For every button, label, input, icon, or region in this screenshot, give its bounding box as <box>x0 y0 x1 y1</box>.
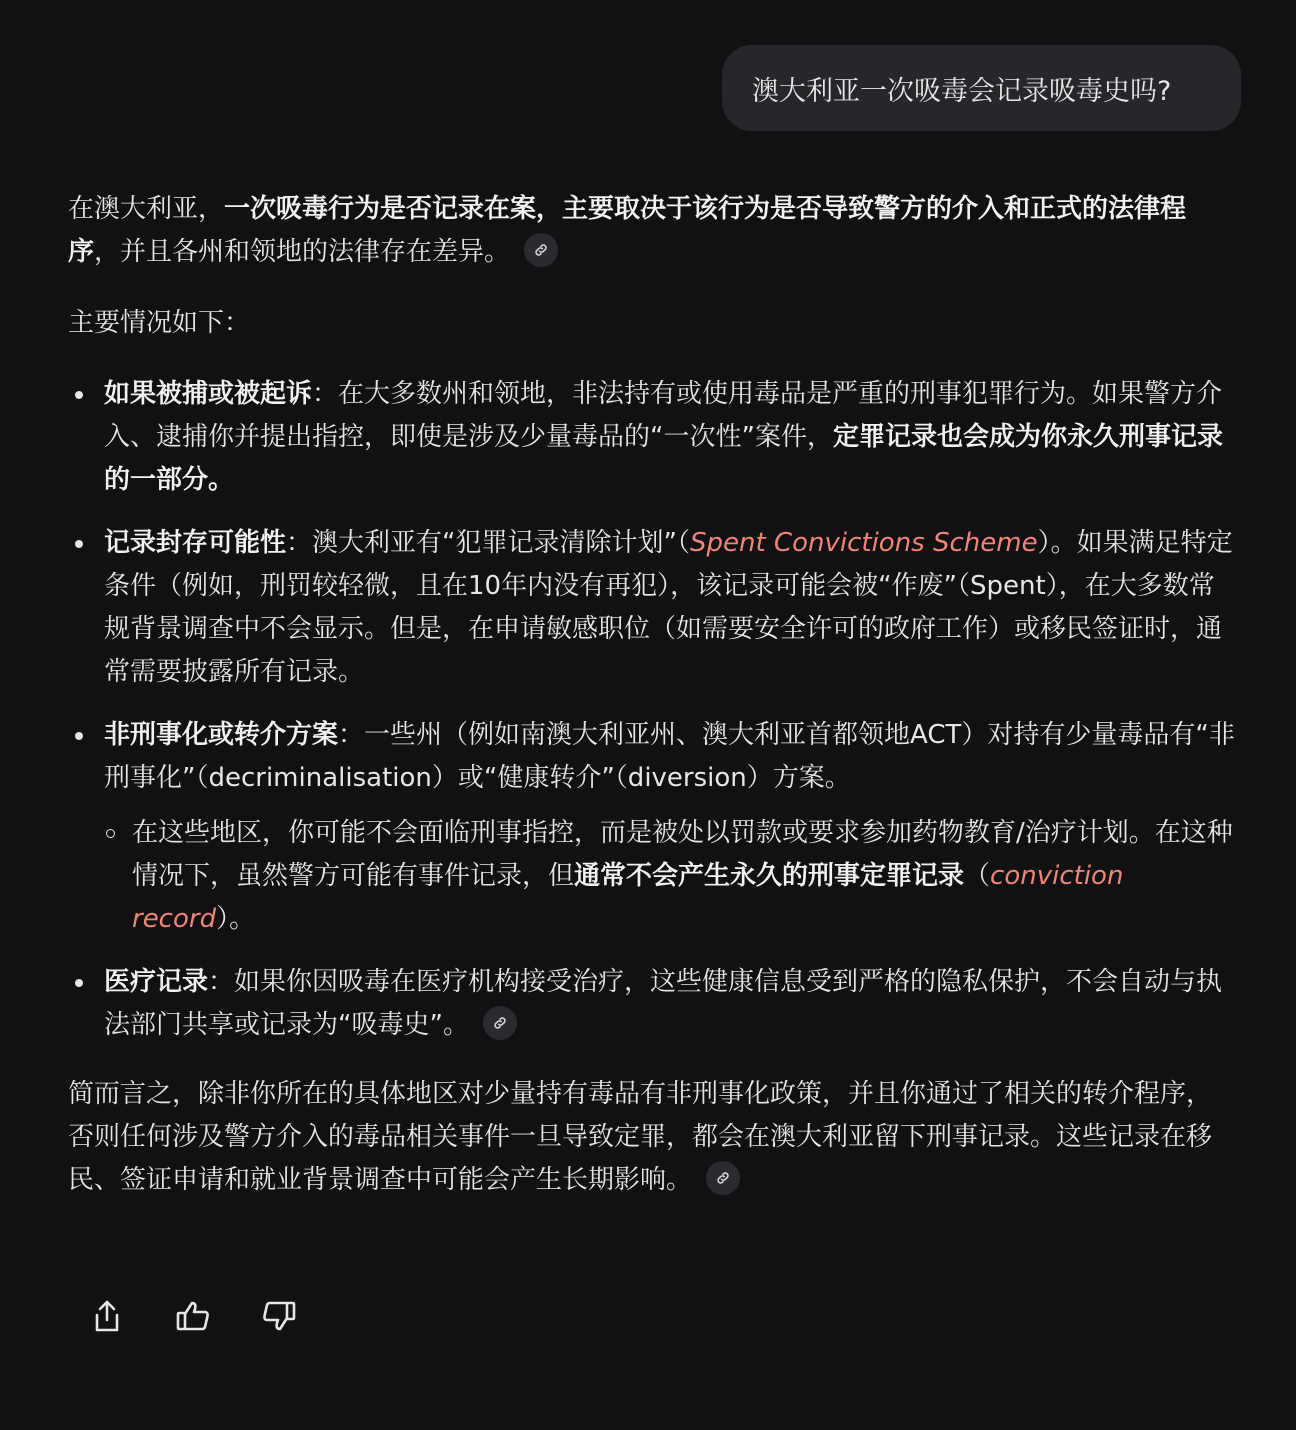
list-item <box>104 522 1236 694</box>
user-message-bubble <box>722 45 1241 131</box>
user-message-text: 澳大利亚一次吸毒会记录吸毒史吗? <box>752 75 1172 107</box>
sub-text: 在这些地区，你可能不会面临刑事指控，而是被处以罚款或要求参加药物教育/治疗计划。在这种情况下，虽然警方可能有事件记录，但 <box>132 818 1233 891</box>
separator: ： <box>338 720 365 750</box>
intro-bold: 一次吸毒行为是否记录在案，主要取决于该行为是否导致警方的介入和正式的法律程序 <box>68 194 1187 267</box>
bullet-text: 澳大利亚有“犯罪记录清除计划”（ <box>312 528 690 558</box>
message-actions <box>86 1295 300 1337</box>
share-icon <box>91 1298 123 1334</box>
sub-bold: 通常不会产生永久的刑事定罪记录 <box>574 861 965 891</box>
subheading: 主要情况如下： <box>68 308 251 338</box>
bullet-list <box>68 373 1236 1047</box>
bullet-text: 一些州（例如南澳大利亚州、澳大利亚首都领地ACT）对持有少量毒品有“非刑事化”（decriminalisation）或“健康转介”（diversion）方案。 <box>104 720 1235 793</box>
assistant-answer <box>68 188 1236 1202</box>
list-item <box>104 714 1236 941</box>
bullet-title: 非刑事化或转介方案 <box>104 720 339 750</box>
thumbs-down-button[interactable] <box>258 1295 300 1337</box>
term-highlight: conviction record <box>132 861 1124 934</box>
bullet-title: 记录封存可能性 <box>104 528 287 558</box>
bullet-text: 在大多数州和领地，非法持有或使用毒品是严重的刑事犯罪行为。如果警方介入、逮捕你并提出指控，即使是涉及少量毒品的“一次性”案件， <box>104 379 1223 452</box>
separator: ： <box>208 967 235 997</box>
separator: ： <box>312 379 339 409</box>
link-icon[interactable] <box>706 1161 740 1195</box>
thumbs-down-icon <box>261 1299 297 1333</box>
share-button[interactable] <box>86 1295 128 1337</box>
bullet-text: ）。如果满足特定条件（例如，刑罚较轻微，且在10年内没有再犯），该记录可能会被“作废”（Spent），在大多数常规背景调查中不会显示。但是，在申请敏感职位（如需要安全许可的政府工作）或移民签证时，通常需要披露所有记录。 <box>104 528 1233 687</box>
thumbs-up-button[interactable] <box>172 1295 214 1337</box>
term-highlight: Spent Convictions Scheme <box>689 528 1038 558</box>
bullet-bold: 定罪记录也会成为你永久刑事记录的一部分。 <box>104 422 1223 495</box>
bullet-title: 医疗记录 <box>104 967 209 997</box>
intro-paragraph <box>68 188 1236 274</box>
sub-text: ）。 <box>216 904 256 934</box>
sub-list-item <box>132 812 1236 941</box>
list-item <box>104 961 1236 1047</box>
summary-paragraph <box>68 1073 1236 1202</box>
intro-text: 在澳大利亚， <box>68 194 225 224</box>
sub-text: （ <box>964 861 991 891</box>
bullet-title: 如果被捕或被起诉 <box>104 379 313 409</box>
intro-text-end: ，并且各州和领地的法律存在差异。 <box>94 237 511 267</box>
thumbs-up-icon <box>175 1299 211 1333</box>
sub-list <box>104 812 1236 941</box>
bullet-text: 如果你因吸毒在医疗机构接受治疗，这些健康信息受到严格的隐私保护，不会自动与执法部门共享或记录为“吸毒史”。 <box>104 967 1223 1040</box>
list-item <box>104 373 1236 502</box>
link-icon[interactable] <box>483 1006 517 1040</box>
link-icon[interactable] <box>524 233 558 267</box>
summary-text: 简而言之，除非你所在的具体地区对少量持有毒品有非刑事化政策，并且你通过了相关的转介程序，否则任何涉及警方介入的毒品相关事件一旦导致定罪，都会在澳大利亚留下刑事记录。这些记录在移民、签证申请和就业背景调查中可能会产生长期影响。 <box>68 1079 1213 1195</box>
separator: ： <box>286 528 313 558</box>
